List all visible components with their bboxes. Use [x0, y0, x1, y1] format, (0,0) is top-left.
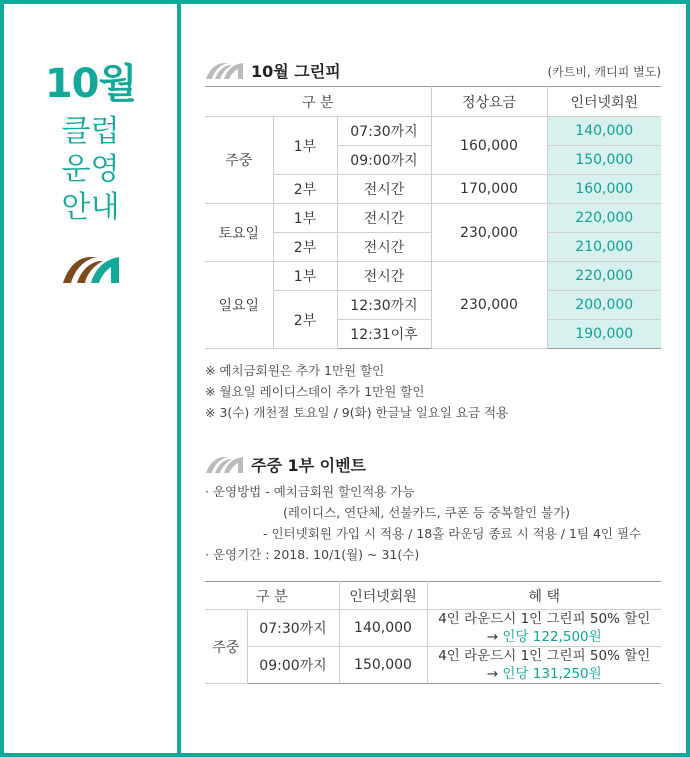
event-line: · 운영방법 - 예치금회원 할인적용 가능 — [205, 484, 415, 499]
event-table — [205, 581, 661, 684]
sidebar-subtitle-line: 운영 — [61, 152, 120, 187]
member-price-cell: 150,000 — [339, 647, 427, 684]
member-price-cell: 150,000 — [547, 146, 661, 175]
day-cell: 주중 — [205, 117, 273, 204]
time-cell: 전시간 — [337, 233, 431, 262]
per-person-price: 인당 122,500원 — [502, 629, 602, 645]
member-price-cell: 190,000 — [547, 320, 661, 349]
time-cell: 07:30까지 — [337, 117, 431, 146]
time-cell: 12:30까지 — [337, 291, 431, 320]
event-description — [205, 481, 661, 565]
table-header: 인터넷회원 — [547, 87, 661, 117]
column-divider — [177, 0, 181, 757]
part-cell: 1부 — [273, 262, 337, 291]
greenfee-table — [205, 86, 661, 349]
time-cell: 12:31이후 — [337, 320, 431, 349]
regular-price-cell: 170,000 — [431, 175, 547, 204]
event-line: - 인터넷회원 가입 시 적용 / 18홀 라운딩 종료 시 적용 / 1팀 4인 필수 — [263, 526, 642, 541]
table-header: 인터넷회원 — [339, 582, 427, 610]
benefit-cell — [427, 647, 661, 684]
sidebar-title: 10월 — [44, 61, 137, 107]
regular-price-cell: 230,000 — [431, 262, 547, 349]
event-line: (레이디스, 연단체, 선불카드, 쿠폰 등 중복할인 불가) — [283, 505, 571, 520]
table-row — [205, 204, 661, 233]
part-cell: 2부 — [273, 175, 337, 204]
benefit-cell — [427, 610, 661, 647]
member-price-cell: 220,000 — [547, 204, 661, 233]
event-line: · 운영기간 : 2018. 10/1(월) ~ 31(수) — [205, 547, 420, 562]
regular-price-cell: 230,000 — [431, 204, 547, 262]
part-cell: 2부 — [273, 291, 337, 349]
benefit-text: 4인 라운드시 1인 그린피 50% 할인 — [438, 611, 651, 627]
day-cell: 일요일 — [205, 262, 273, 349]
sidebar-subtitle-line: 안내 — [61, 190, 120, 225]
member-price-cell: 210,000 — [547, 233, 661, 262]
regular-price-cell: 160,000 — [431, 117, 547, 175]
greenfee-header — [205, 58, 661, 84]
table-row — [205, 262, 661, 291]
table-row — [205, 117, 661, 146]
sidebar-subtitle — [4, 113, 177, 227]
table-row — [205, 610, 661, 647]
day-cell: 토요일 — [205, 204, 273, 262]
table-header: 혜 택 — [427, 582, 661, 610]
time-cell: 전시간 — [337, 175, 431, 204]
time-cell: 전시간 — [337, 262, 431, 291]
per-person-price: 인당 131,250원 — [502, 666, 602, 682]
arrow-text: → — [486, 666, 503, 682]
section-logo-icon — [205, 454, 245, 474]
time-cell: 07:30까지 — [247, 610, 339, 647]
part-cell: 1부 — [273, 204, 337, 233]
sidebar-subtitle-line: 클럽 — [61, 114, 120, 149]
section-logo-icon — [205, 60, 245, 80]
event-title: 주중 1부 이벤트 — [251, 456, 367, 475]
member-price-cell: 220,000 — [547, 262, 661, 291]
sidebar — [4, 0, 177, 289]
arrow-text: → — [486, 629, 503, 645]
member-price-cell: 140,000 — [339, 610, 427, 647]
part-cell: 2부 — [273, 233, 337, 262]
table-row — [205, 175, 661, 204]
table-row — [205, 647, 661, 684]
table-header: 정상요금 — [431, 87, 547, 117]
greenfee-title: 10월 그린피 — [251, 62, 341, 81]
event-header — [205, 452, 661, 478]
benefit-text: 4인 라운드시 1인 그린피 50% 할인 — [438, 648, 651, 664]
note-line: ※ 예치금회원은 추가 1만원 할인 — [205, 363, 385, 378]
club-logo-icon — [4, 253, 177, 289]
table-header: 구 분 — [205, 582, 339, 610]
table-header: 구 분 — [205, 87, 431, 117]
member-price-cell: 160,000 — [547, 175, 661, 204]
time-cell: 09:00까지 — [247, 647, 339, 684]
part-cell: 1부 — [273, 117, 337, 175]
time-cell: 전시간 — [337, 204, 431, 233]
greenfee-note: (카트비, 캐디피 별도) — [547, 65, 661, 79]
day-cell: 주중 — [205, 610, 247, 684]
member-price-cell: 200,000 — [547, 291, 661, 320]
time-cell: 09:00까지 — [337, 146, 431, 175]
note-line: ※ 월요일 레이디스데이 추가 1만원 할인 — [205, 384, 425, 399]
note-line: ※ 3(수) 개천절 토요일 / 9(화) 한글날 일요일 요금 적용 — [205, 405, 509, 420]
member-price-cell: 140,000 — [547, 117, 661, 146]
greenfee-notes — [205, 360, 508, 423]
